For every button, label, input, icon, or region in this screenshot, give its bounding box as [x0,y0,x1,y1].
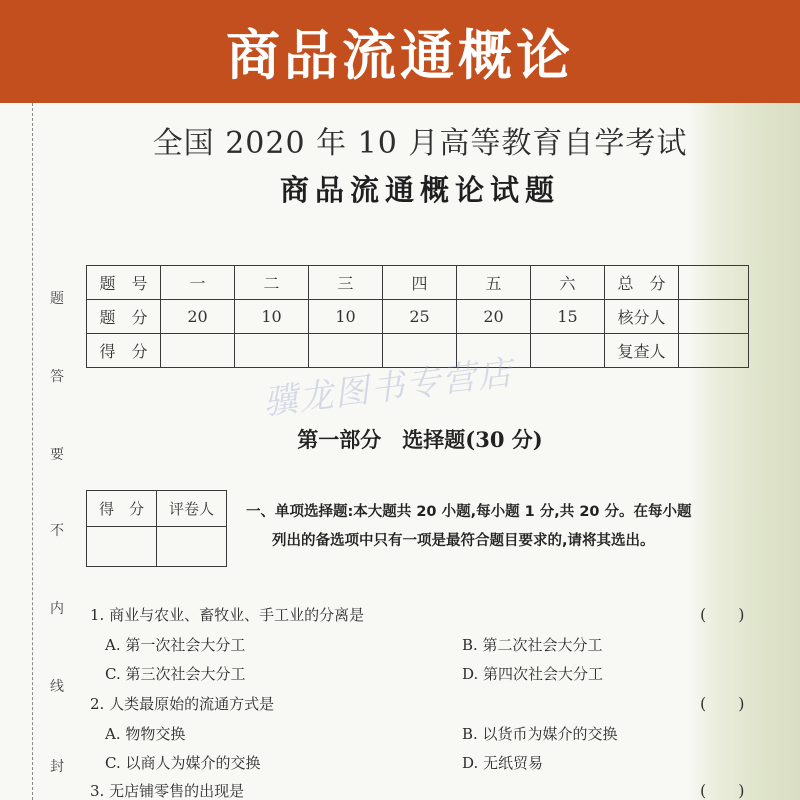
option-b: B. 以货币为媒介的交换 [462,725,618,743]
reviewer-label: 评卷人 [157,491,227,527]
option-d: D. 无纸贸易 [462,754,544,772]
option-c: C. 以商人为媒介的交换 [105,754,261,772]
option-a: A. 第一次社会大分工 [105,636,246,654]
instruction-line: 一、单项选择题:本大题共 20 小题,每小题 1 分,共 20 分。在每小题 [246,504,692,520]
part-title: 第一部分 选择题(30 分) [297,427,543,452]
option-d: D. 第四次社会大分工 [462,665,604,683]
score-table [86,265,749,368]
table-cell: 20 [457,300,531,334]
table-cell: 六 [531,266,605,300]
option-b: B. 第二次社会大分工 [462,636,603,654]
table-cell: 10 [235,300,309,334]
option-a: A. 物物交换 [105,725,186,743]
table-cell: 15 [531,300,605,334]
table-cell: 题 号 [87,266,161,300]
table-row [87,491,227,527]
section-instructions [246,498,766,556]
table-cell: 四 [383,266,457,300]
table-cell: 三 [309,266,383,300]
answer-parentheses[interactable]: ( ) [700,694,745,713]
instruction-line: 列出的备选项中只有一项是最符合题目要求的,请将其选出。 [272,533,655,549]
table-cell: 核分人 [605,300,679,334]
exam-title: 全国 2020 年 10 月高等教育自学考试 [152,126,688,161]
binding-char: 线 [50,679,64,695]
table-cell: 总 分 [605,266,679,300]
table-row [87,300,749,334]
binding-char: 题 [50,291,64,307]
reviewer-entry-cell[interactable] [157,527,227,567]
table-cell: 25 [383,300,457,334]
table-cell [679,334,749,368]
table-cell [235,334,309,368]
banner-title: 商品流通概论 [226,24,574,87]
table-cell: 20 [161,300,235,334]
table-cell: 五 [457,266,531,300]
table-cell: 得 分 [87,334,161,368]
table-cell [679,266,749,300]
table-cell: 一 [161,266,235,300]
score-label: 得 分 [87,491,157,527]
binding-char: 内 [50,601,64,617]
table-row [87,527,227,567]
binding-char: 要 [50,447,64,463]
table-cell [531,334,605,368]
table-cell: 题 分 [87,300,161,334]
table-cell [679,300,749,334]
question-stem: 1. 商业与农业、畜牧业、手工业的分离是 [90,606,365,624]
table-cell: 二 [235,266,309,300]
question-stem: 3. 无店铺零售的出现是 [90,782,245,800]
answer-parentheses[interactable]: ( ) [700,605,745,624]
binding-char: 答 [50,369,64,385]
grader-table [86,490,227,567]
table-cell: 复查人 [605,334,679,368]
binding-char: 封 [50,759,64,775]
option-c: C. 第三次社会大分工 [105,665,246,683]
table-row [87,266,749,300]
table-cell [161,334,235,368]
score-entry-cell[interactable] [87,527,157,567]
watermark: 骥龙图书专营店 [260,352,516,424]
paper-title: 商品流通概论试题 [279,173,560,207]
binding-char: 不 [50,523,64,539]
answer-parentheses[interactable]: ( ) [700,781,745,800]
title-banner [0,0,800,103]
table-cell: 10 [309,300,383,334]
question-stem: 2. 人类最原始的流通方式是 [90,695,275,713]
